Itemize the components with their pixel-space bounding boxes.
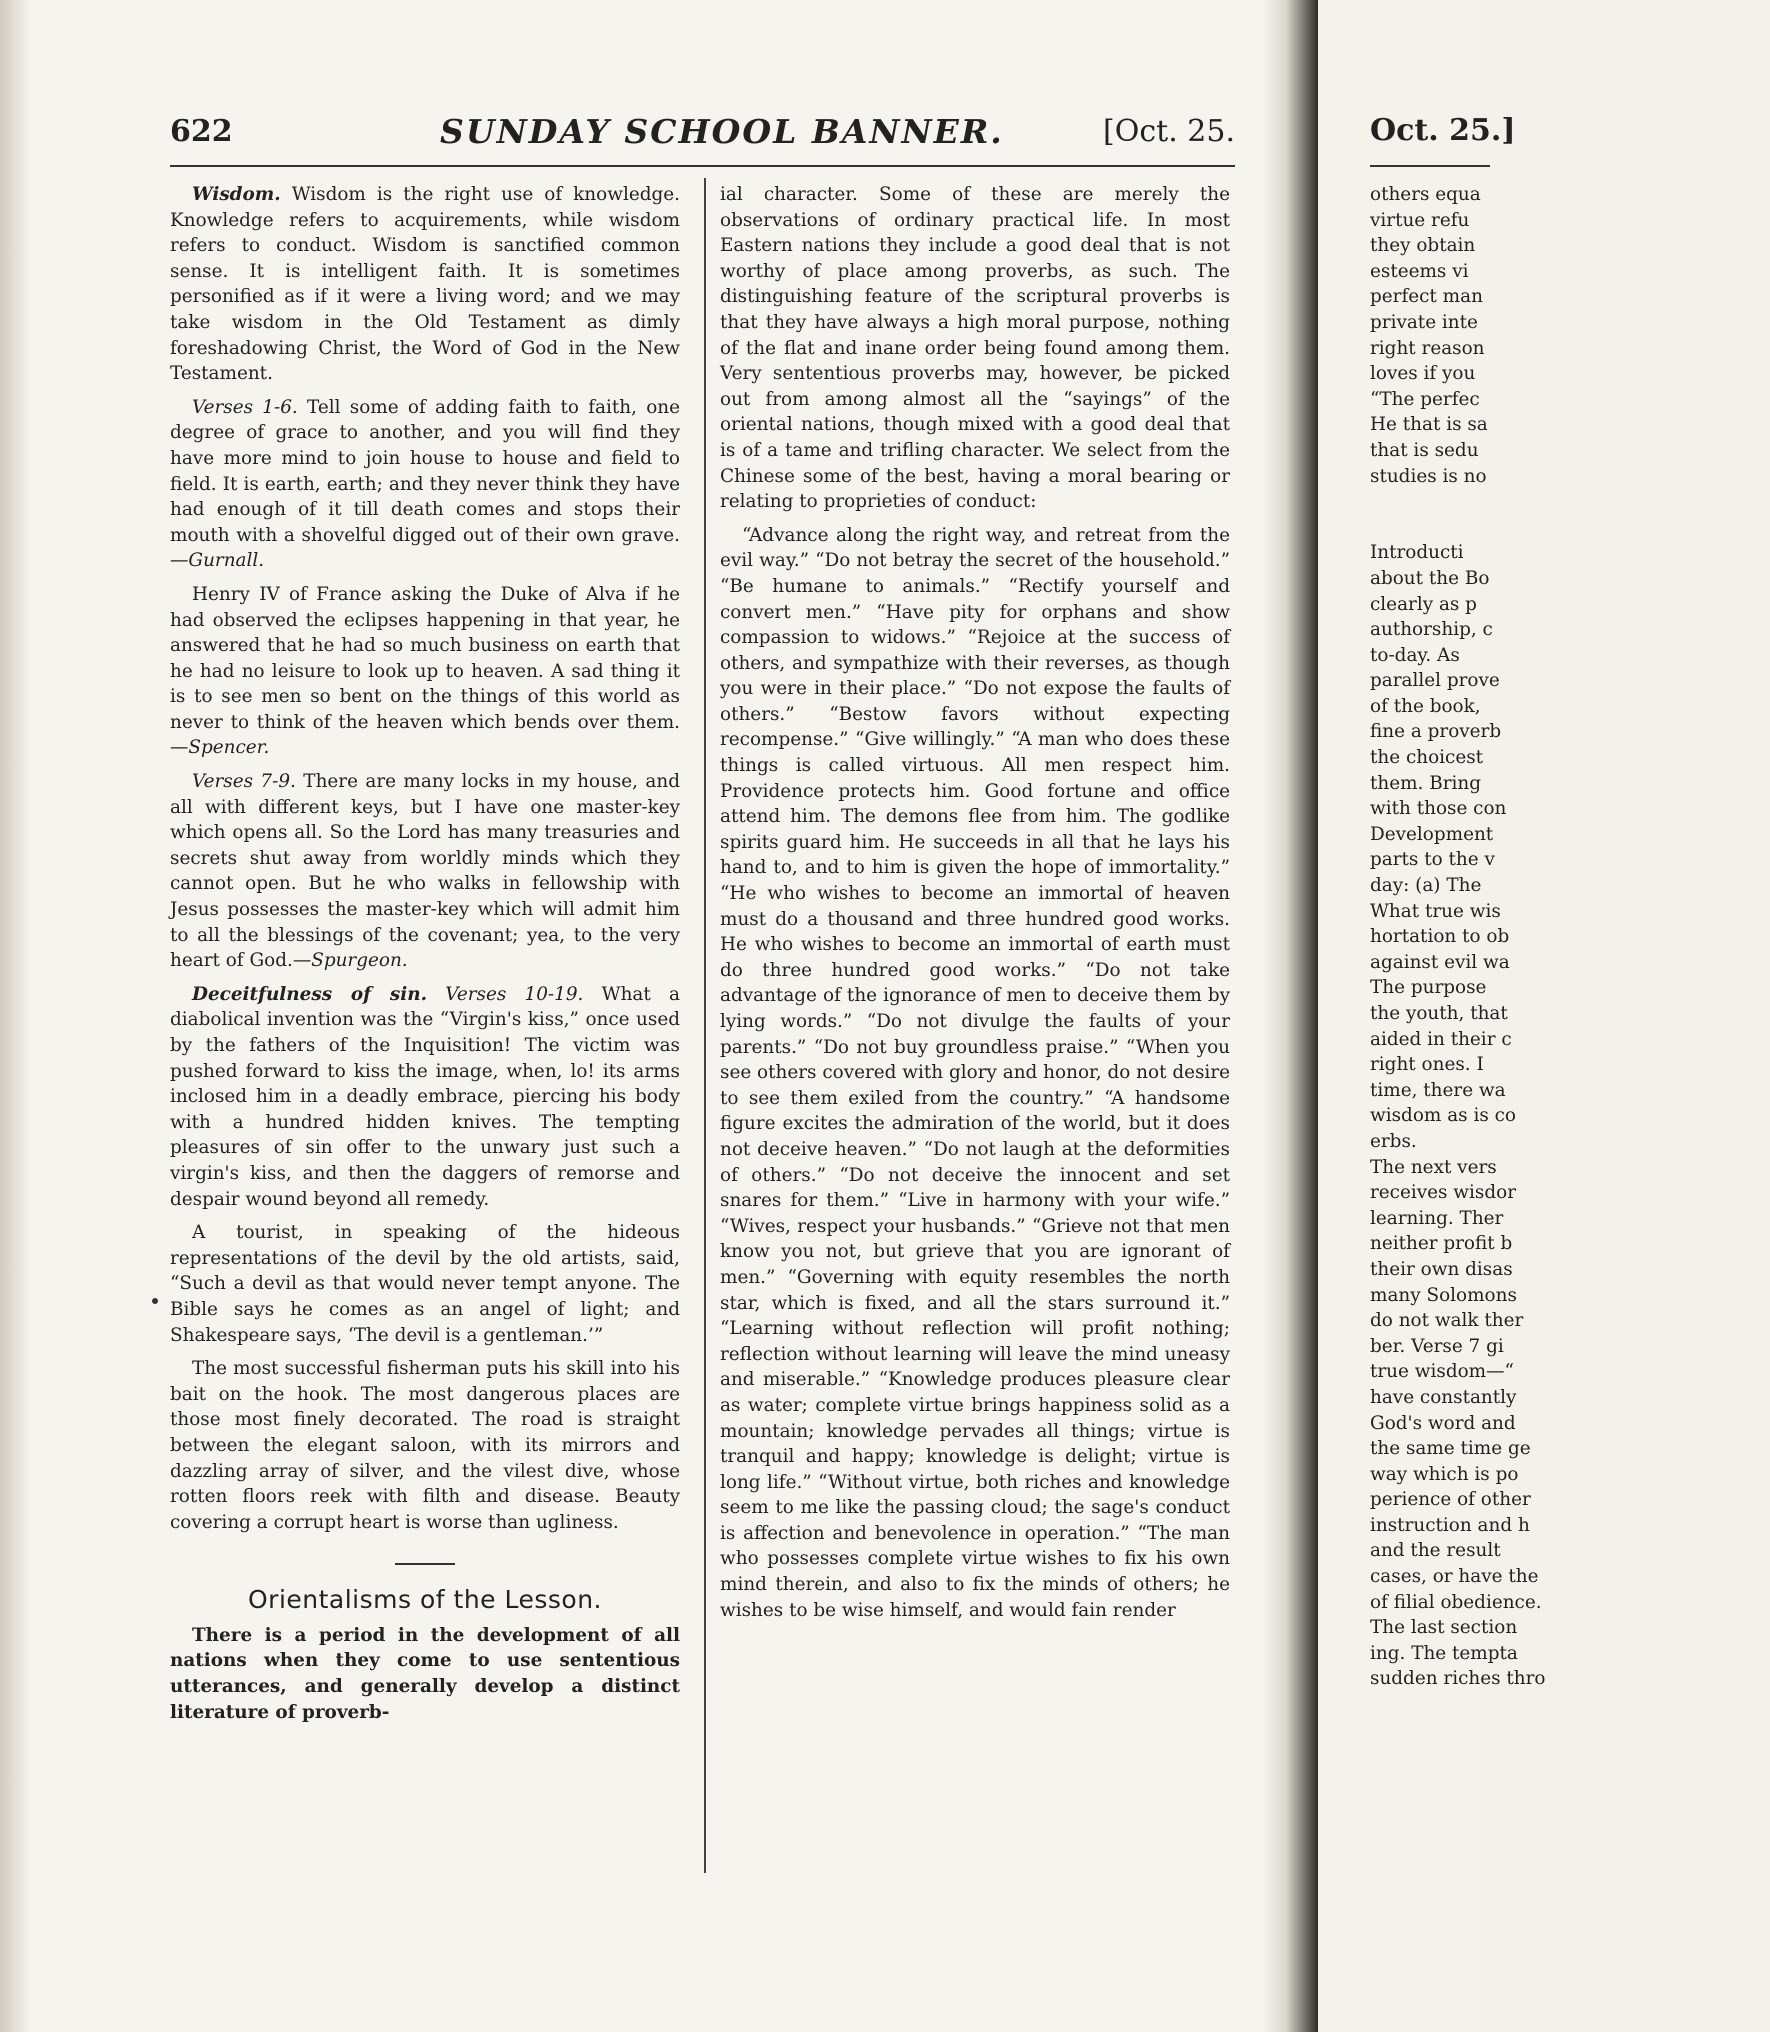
left-column: [170, 182, 680, 1733]
paragraph-verses-1-6: [170, 395, 680, 574]
facing-page-line: The next vers: [1370, 1156, 1497, 1178]
facing-page-line: true wisdom—“: [1370, 1361, 1514, 1383]
paragraph-text: Henry IV of France asking the Duke of Alva if he had observed the eclipses happening in that year, he answered that he had so much business on earth that he had no leisure to look up to heaven. A sad thing it is to see men so bent on the things of this world as never to think of the heaven which bends over them.: [170, 583, 680, 733]
column-divider: [704, 178, 706, 1873]
paragraph-text: There are many locks in my house, and all with different keys, but I have one master-key which opens all. So the Lord has many treasuries and secrets shut away from worldly minds which they cannot open. But he who walks in fellowship with Jesus possesses the master-key which will admit him to all the blessings of the covenant; yea, to the very heart of God.: [170, 771, 680, 972]
facing-page-line: against evil wa: [1370, 951, 1510, 973]
facing-page-line: He that is sa: [1370, 414, 1488, 436]
facing-page-line: the choicest: [1370, 747, 1484, 769]
facing-page-line: erbs.: [1370, 1130, 1417, 1152]
facing-page-line: that is sedu: [1370, 439, 1479, 461]
paragraph-lead: Deceitfulness of sin.: [192, 983, 427, 1005]
facing-page-line: parts to the v: [1370, 849, 1495, 871]
facing-page-line: they obtain: [1370, 235, 1476, 257]
facing-page-line: of the book,: [1370, 695, 1481, 717]
facing-page-line: hortation to ob: [1370, 926, 1510, 948]
issue-date: [Oct. 25.: [1103, 114, 1235, 149]
right-column: [720, 182, 1230, 1631]
paragraph-lead: Verses 1-6.: [192, 396, 298, 418]
facing-page-line: about the Bo: [1370, 567, 1490, 589]
page-number: 622: [170, 114, 233, 149]
facing-page-line: do not walk ther: [1370, 1310, 1524, 1332]
facing-page-line: “The perfec: [1370, 388, 1480, 410]
facing-page-line: neither profit b: [1370, 1233, 1513, 1255]
facing-page-line: sudden riches thro: [1370, 1668, 1546, 1690]
facing-page-line: [1370, 515, 1770, 541]
facing-page-line: cases, or have the: [1370, 1566, 1539, 1588]
paragraph-tourist: [170, 1220, 680, 1348]
facing-page-line: day: (a) The: [1370, 875, 1482, 897]
paragraph-verses-7-9: [170, 769, 680, 974]
facing-page: [1318, 0, 1546, 2032]
facing-page-line: right reason: [1370, 337, 1485, 359]
facing-page-line: authorship, c: [1370, 619, 1493, 641]
facing-page-line: [1370, 489, 1770, 515]
paragraph-lead: Wisdom.: [192, 184, 281, 205]
facing-page-line: them. Bring: [1370, 772, 1482, 794]
paragraph-wisdom: [170, 182, 680, 387]
facing-page-line: ber. Verse 7 gi: [1370, 1335, 1504, 1357]
facing-page-line: virtue refu: [1370, 209, 1470, 231]
paragraph-chinese-sayings: [720, 523, 1230, 1624]
attribution: —Gurnall.: [170, 550, 265, 572]
facing-page-line: private inte: [1370, 311, 1478, 333]
facing-page-line: way which is po: [1370, 1463, 1519, 1485]
paragraph-text: Tell some of adding faith to faith, one degree of grace to another, and you will find they have more mind to join house to house and field to field. It is earth, earth; and they never think they have had enough of it till death comes and stops their mouth with a shovelful digged out of their own grave.: [170, 396, 680, 546]
paragraph-lead: Verses 7-9.: [192, 771, 296, 793]
facing-page-line: with those con: [1370, 798, 1507, 820]
facing-page-line: clearly as p: [1370, 593, 1477, 615]
facing-page-line: to-day. As: [1370, 644, 1460, 666]
facing-page-line: have constantly: [1370, 1386, 1517, 1408]
facing-page-line: Development: [1370, 823, 1494, 845]
facing-page-line: esteems vi: [1370, 260, 1469, 282]
periodical-title: SUNDAY SCHOOL BANNER.: [440, 112, 1004, 151]
facing-page-line: God's word and: [1370, 1412, 1516, 1434]
facing-page-line: What true wis: [1370, 900, 1501, 922]
paragraph-fisherman: [170, 1356, 680, 1535]
paragraph-text: “Advance along the right way, and retreat from the evil way.” “Do not betray the secret of the household.” “Be humane to animals.” “Rectify yourself and convert men.” “Have pity for orphans and show compassion to widows.” “Rejoice at the success of others, and sympathize with their reverses, as though you were in their place.” “Do not expose the faults of others.” “Bestow favors without expecting recompense.” “Give willingly.” “A man who does these things is called virtuous. All men respect him. Providence protects him. Good fortune and office attend him. The demons flee from him. The godlike spirits guard him. He succeeds in all that he lays his hand to, and to him is given the hope of immortality.” “He who wishes to become an immortal of heaven must do a thousand and three hundred good works. He who wishes to become an immortal of earth must do three hundred good works.” “Do not take advantage of the ignorance of men to deceive them by lying words.” “Do not divulge the faults of your parents.” “Do not buy groundless praise.” “When you see others covered with glory and honor, do not desire to see them exiled from the country.” “A handsome figure excites the admiration of the world, but it does not deceive heaven.” “Do not laugh at the deformities of others.” “Do not deceive the innocent and set snares for them.” “Live in harmony with your wife.” “Wives, respect your husbands.” “Grieve not that men know you not, but grieve that you are ignorant of men.” “Governing with equity resembles the north star, which is fixed, and all the stars surround it.” “Learning without reflection will profit nothing; reflection without learning will leave the mind uneasy and miserable.” “Knowledge produces pleasure clear as water; complete virtue brings happiness solid as a mountain; knowledge pervades all things; virtue is tranquil and happy; knowledge is delight; virtue is long life.” “Without virtue, both riches and knowledge seem to me like the passing cloud; the sage's conduct is affection and benevolence in operation.” “The man who possesses complete virtue wishes to fix his own mind therein, and also to fix the minds of others; he wishes to be wise himself, and would fain render: [720, 524, 1230, 1621]
facing-page-line: receives wisdor: [1370, 1182, 1516, 1204]
facing-page-line: The last section: [1370, 1617, 1518, 1639]
facing-page-line: wisdom as is co: [1370, 1105, 1516, 1127]
facing-page-line: the youth, that: [1370, 1003, 1508, 1024]
section-heading: Orientalisms of the Lesson.: [247, 1585, 602, 1615]
facing-page-line: loves if you: [1370, 363, 1476, 385]
paragraph-continued: [720, 182, 1230, 515]
paragraph-text: What a diabolical invention was the “Virgin's kiss,” once used by the fathers of the Inquisition! The victim was pushed forward to kiss the image, when, lo! its arms inclosed him in a deadly embrace, piercing his body with a hundred hidden knives. The tempting pleasures of sin offer to the unwary just such a virgin's kiss, and then the daggers of remorse and despair wound beyond all remedy.: [170, 983, 680, 1210]
paragraph-text: Wisdom is the right use of knowledge. Knowledge refers to acquirements, while wisdom refers to conduct. Wisdom is sanctified common sense. It is intelligent faith. It is sometimes personified as if it were a living word; and we may take wisdom in the Old Testament as dimly foreshadowing Christ, the Word of God in the New Testament.: [170, 184, 680, 385]
facing-page-line: the same time ge: [1370, 1438, 1531, 1460]
facing-page-line: right ones. I: [1370, 1054, 1484, 1076]
page-edge: [0, 0, 30, 2032]
facing-page-line: perience of other: [1370, 1489, 1531, 1511]
paragraph-text: There is a period in the development of all nations when they come to use sententious utterances, and generally develop a distinct literature of proverb-: [170, 1624, 680, 1723]
paragraph-henry-iv: [170, 582, 680, 761]
attribution: —Spencer.: [170, 737, 270, 759]
facing-page-text: [1370, 182, 1770, 1692]
running-header: [170, 112, 1235, 162]
book-gutter: [1262, 0, 1322, 2032]
facing-page-line: aided in their c: [1370, 1028, 1512, 1050]
facing-page-line: many Solomons: [1370, 1284, 1517, 1306]
facing-page-line: their own disas: [1370, 1258, 1513, 1280]
section-separator: [395, 1563, 455, 1565]
paragraph-text: The most successful fisherman puts his skill into his bait on the hook. The most dangerous places are those most finely decorated. The road is straight between the elegant saloon, with its mirrors and dazzling array of silver, and the vilest dive, whose rotten floors reek with filth and disease. Beauty covering a corrupt heart is worse than ugliness.: [170, 1358, 680, 1533]
paragraph-verse-ref: Verses 10-19.: [427, 983, 584, 1005]
facing-page-line: perfect man: [1370, 286, 1483, 308]
facing-page-header: Oct. 25.]: [1370, 113, 1516, 148]
facing-page-line: fine a proverb: [1370, 721, 1502, 743]
facing-page-line: The purpose: [1370, 977, 1487, 999]
header-rule: [170, 165, 1235, 167]
facing-page-line: of filial obedience.: [1370, 1591, 1542, 1613]
facing-page-line: Introducti: [1370, 542, 1464, 564]
facing-page-line: instruction and h: [1370, 1514, 1530, 1536]
facing-page-line: studies is no: [1370, 465, 1487, 487]
facing-header-rule: [1370, 165, 1490, 167]
facing-page-line: and the result: [1370, 1540, 1501, 1562]
attribution: —Spurgeon.: [292, 950, 408, 972]
facing-page-line: parallel prove: [1370, 670, 1500, 692]
paragraph-deceitfulness: [170, 982, 680, 1212]
paragraph-text: ial character. Some of these are merely the observations of ordinary practical life. In most Eastern nations they include a good deal that is not worthy of place among proverbs, as such. The distinguishing feature of the scriptural proverbs is that they have always a high moral purpose, nothing of the flat and inane order being found among them. Very sententious proverbs may, however, be picked out from among almost all the “sayings” of the oriental nations, though mixed with a good deal that is of a tame and trifling character. We select from the Chinese some of the best, having a moral bearing or relating to proprieties of conduct:: [720, 184, 1230, 513]
facing-page-line: ing. The tempta: [1370, 1642, 1518, 1664]
facing-page-line: learning. Ther: [1370, 1207, 1504, 1229]
ink-speck: [152, 1298, 158, 1304]
paragraph-text: A tourist, in speaking of the hideous representations of the devil by the old artists, said, “Such a devil as that would never tempt anyone. The Bible says he comes as an angel of light; and Shakespeare says, ‘The devil is a gentleman.’”: [170, 1222, 680, 1346]
facing-page-line: time, there wa: [1370, 1079, 1506, 1101]
facing-page-line: others equa: [1370, 184, 1481, 205]
paragraph-orientalisms: [170, 1623, 680, 1725]
